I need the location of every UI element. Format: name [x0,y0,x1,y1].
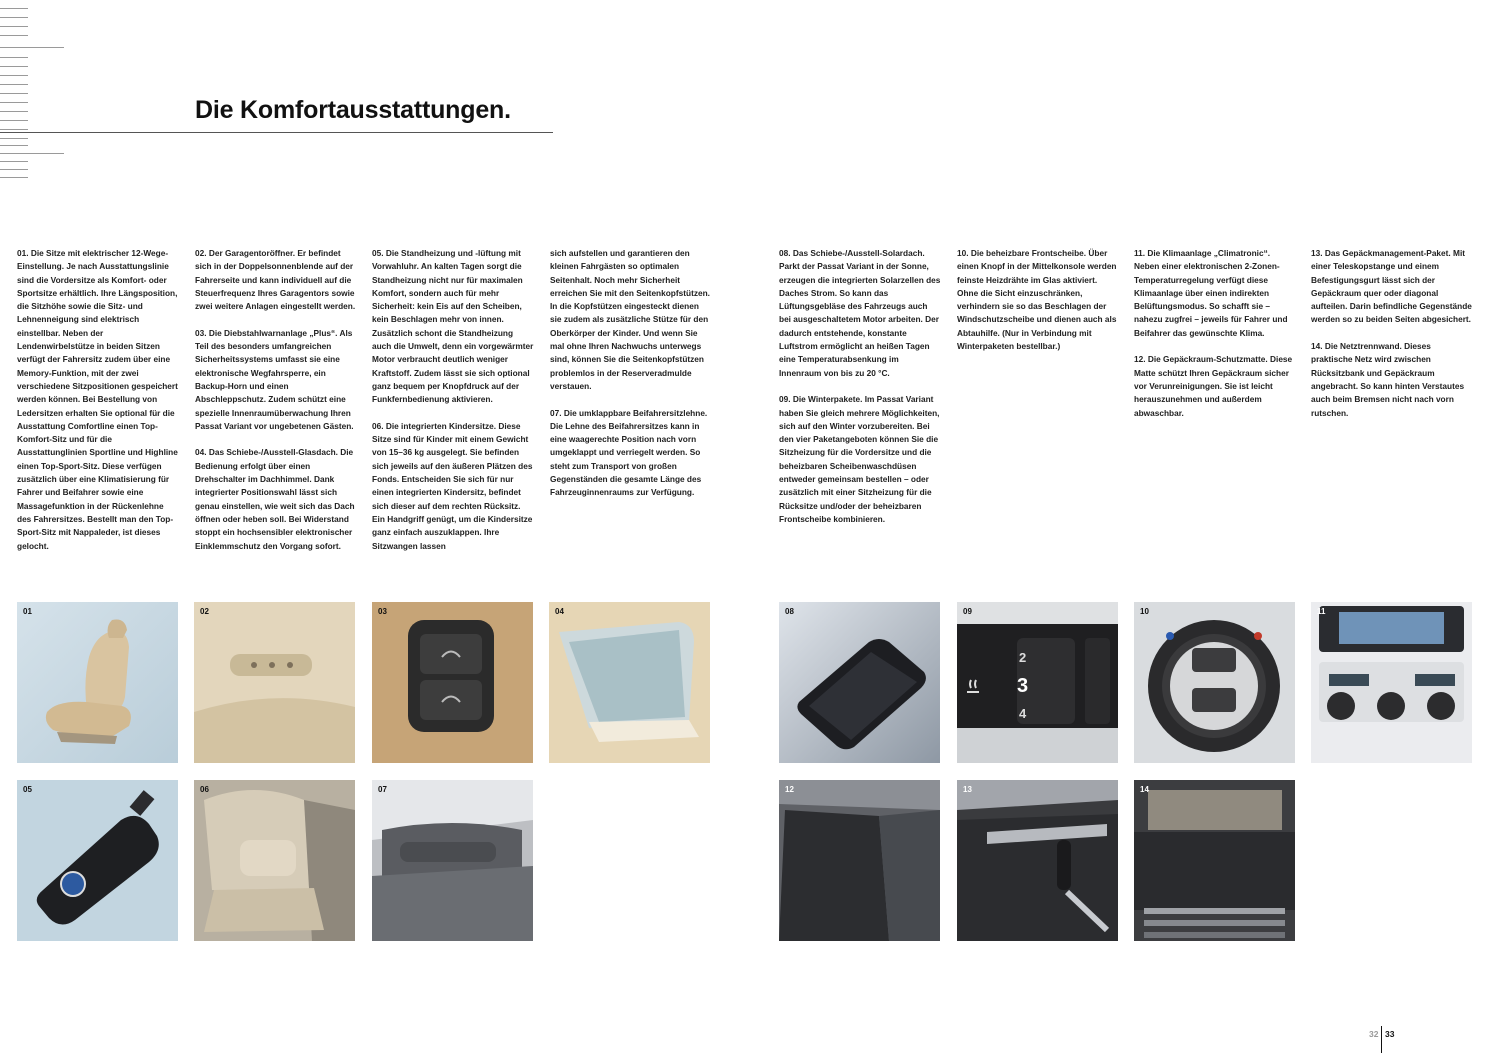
text-column-8 [1311,247,1473,433]
photo-number: 05 [23,785,32,794]
photo-02-garage-opener [194,602,355,763]
photo-01-seat [17,602,178,763]
photo-number: 09 [963,607,972,616]
paragraph-02: 02. Der Garagentoröffner. Er befindet sich in der Doppelsonnenblende auf der Fahrerseite und kann individuell auf die Steuerfrequenz Ihres Garagentors sowie zwei weitere Anlagen eingestellt werden. [195,248,356,312]
dial-value-4: 4 [1019,706,1027,721]
photo-04-glass-roof [549,602,710,763]
photo-13-cargo-management [957,780,1118,941]
photo-05-remote-key [17,780,178,941]
photo-number: 10 [1140,607,1149,616]
paragraph-01: 01. Die Sitze mit elektrischer 12-Wege-Einstellung. Je nach Ausstattungslinie sind die Vordersitze als Komfort- oder Sportsitze erhältlich. Ihre Längsposition, die Sitzhöhe sowie die Sitz- und Lehnenneigung sind elektrisch einstellbar. Neben der Lendenwirbelstütze in beiden Sitzen verfügt der Fahrersitz zudem über eine Memory-Funktion, mit der zwei verschiedene Sitzpositionen gespeichert werden können. Bei Bestellung von Ledersitzen erhalten Sie optional für die Ausstattung Comfortline einen Top-Komfort-Sitz und für die Ausstattunglinien Sportline und Highline einen Top-Sport-Sitz. Diese verfügen zusätzlich über eine Klimatisierung für Fahrer und Beifahrer sowie eine Massagefunktion in der Rückenlehne des Fahrersitzes. Bestellt man den Top-Sport-Sitz mit Nappaleder, ist dieses gelocht. [17,248,178,551]
photo-number: 13 [963,785,972,794]
photo-number: 11 [1317,607,1326,616]
paragraph-10: 10. Die beheizbare Frontscheibe. Über einen Knopf in der Mittelkonsole werden feinste Heizdrähte im Glas aktiviert. Ohne die Sicht einzuschränken, verhindern sie so das Beschlagen der Windschutzscheibe und dienen auch als Abtauhilfe. (Nur in Verbindung mit Winterpaketen bestellbar.) [957,248,1117,352]
text-column-7 [1134,247,1296,433]
text-column-6 [957,247,1119,367]
photo-12-cargo-mat [779,780,940,941]
page-title: Die Komfortausstattungen. [195,96,511,124]
photo-11-climatronic [1311,602,1472,763]
dial-value-3: 3 [1017,675,1029,697]
photo-number: 14 [1140,785,1149,794]
photo-09-seat-heating-dial [957,602,1118,763]
text-column-4 [550,247,712,513]
paragraph-07: 07. Die umklappbare Beifahrersitzlehne. Die Lehne des Beifahrersitzes kann in eine waagerechte Position nach vorn umgeklappt und verriegelt werden. So steht zum Transport von großen Gegenständen die gesamte Länge des Fahrzeuginnenraums zur Verfügung. [550,407,708,498]
photo-number: 08 [785,607,794,616]
photo-number: 01 [23,607,32,616]
photo-number: 06 [200,785,209,794]
paragraph-08: 08. Das Schiebe-/Ausstell-Solardach. Parkt der Passat Variant in der Sonne, erzeugen die integrierten Solarzellen des Daches Strom. So kann das Lüftungsgebläse des Fahrzeugs auch bei ausgeschaltetem Motor arbeiten. Der dadurch entstehende, konstante Luftstrom ermöglicht an heißen Tagen eine Temperaturabsenkung im Innenraum von bis zu 20 °C. [779,248,941,378]
decorative-rules [0,0,70,190]
photo-14-net-partition [1134,780,1295,941]
paragraph-13: 13. Das Gepäckmanagement-Paket. Mit einer Teleskopstange und einem Befestigungsgurt lässt sich der Gepäckraum quer oder diagonal aufteilen. Darin befindliche Gegenstände werden so zu beiden Seiten abgesichert. [1311,248,1472,325]
page-number-divider [1381,1026,1382,1053]
paragraph-04: 04. Das Schiebe-/Ausstell-Glasdach. Die Bedienung erfolgt über einen Drehschalter im Dachhimmel. Dank integrierter Positionswahl lässt sich genau einstellen, wie weit sich das Dach öffnen oder heben soll. Bei Widerstand stoppt ein hochsensibler elektronischer Einklemmschutz den Vorgang sofort. [195,447,355,551]
page-number-right: 33 [1385,1029,1395,1039]
paragraph-06-cont: sich aufstellen und garantieren den kleinen Fahrgästen so optimalen Seitenhalt. Noch mehr Sicherheit erreichen Sie mit den Seitenkopfstützen. In die Kopfstützen eingesteckt dienen sie zudem als zusätzliche Stütze für den Oberkörper der Kinder. Und wenn Sie mal ohne Ihren Nachwuchs unterwegs sind, können Sie die Seitenkopfstützen problemlos in der Reserveradmulde verstauen. [550,248,710,391]
photo-number: 04 [555,607,564,616]
photo-06-child-seat [194,780,355,941]
photo-number: 07 [378,785,387,794]
paragraph-05: 05. Die Standheizung und -lüftung mit Vorwahluhr. An kalten Tagen sorgt die Standheizung nicht nur für maximalen Komfort, sondern auch für mehr Sicherheit: kein Eis auf den Scheiben, kein Beschlagen mehr von innen. Zusätzlich schont die Standheizung auch die Umwelt, denn ein vorgewärmter Motor verbraucht deutlich weniger Kraftstoff. Zudem lässt sie sich optional ganz bequem per Knopfdruck auf der Funkfernbedienung aktivieren. [372,248,534,405]
text-column-1 [17,247,179,566]
photo-number: 02 [200,607,209,616]
photo-number: 12 [785,785,794,794]
paragraph-09: 09. Die Winterpakete. Im Passat Variant haben Sie gleich mehrere Möglichkeiten, sich auf den Winter vorzubereiten. Bei den vier Paketangeboten können Sie die Sitzheizung für die Vordersitze und die beheizbaren Scheibenwaschdüsen entweder gemeinsam bestellen – oder zusätzlich mit einer Sitzheizung für die Rücksitze und/oder der beheizbaren Frontscheibe kombinieren. [779,394,940,524]
text-column-3 [372,247,534,566]
text-column-2 [195,247,357,566]
title-underline [0,132,553,133]
photo-number: 03 [378,607,387,616]
paragraph-12: 12. Die Gepäckraum-Schutzmatte. Diese Matte schützt Ihren Gepäckraum sicher vor Verunreinigungen. Sie ist leicht herauszunehmen und außerdem abwaschbar. [1134,354,1293,418]
photo-07-fold-seat [372,780,533,941]
paragraph-06: 06. Die integrierten Kindersitze. Diese Sitze sind für Kinder mit einem Gewicht von 15–36 kg ausgelegt. Sie befinden sich jeweils auf den äußeren Plätzen des Fonds. Entscheiden Sie sich für nur einen integrierten Kindersitz, befindet sich dieser auf dem rechten Rücksitz. Ein Handgriff genügt, um die Kindersitze ganz einfach auszuklappen. Ihre Sitzwangen lassen [372,420,533,551]
paragraph-03: 03. Die Diebstahlwarnanlage „Plus“. Als Teil des besonders umfangreichen Sicherheitssystems umfasst sie eine elektronische Wegfahrsperre, ein Backup-Horn und einen Abschleppschutz. Zudem schützt eine spezielle Innenraumüberwachung Ihren Passat Variant vor ungebetenen Gästen. [195,327,354,431]
paragraph-11: 11. Die Klimaanlage „Climatronic“. Neben einer elektronischen 2-Zonen-Temperaturregelung verfügt diese Klimaanlage über einen indirekten Belüftungsmodus. So schafft sie – nahezu zugfrei – jeweils für Fahrer und Beifahrer das gewünschte Klima. [1134,248,1288,338]
dial-value-2: 2 [1019,650,1027,665]
photo-03-alarm-switch [372,602,533,763]
paragraph-14: 14. Die Netztrennwand. Dieses praktische Netz wird zwischen Rücksitzbank und Gepäckraum angebracht. So kann hinten Verstautes auch beim Bremsen nicht nach vorn rutschen. [1311,341,1465,418]
page-number-left: 32 [1369,1029,1379,1039]
photo-08-solar-roof [779,602,940,763]
text-column-5 [779,247,941,540]
photo-10-windscreen-heating [1134,602,1295,763]
